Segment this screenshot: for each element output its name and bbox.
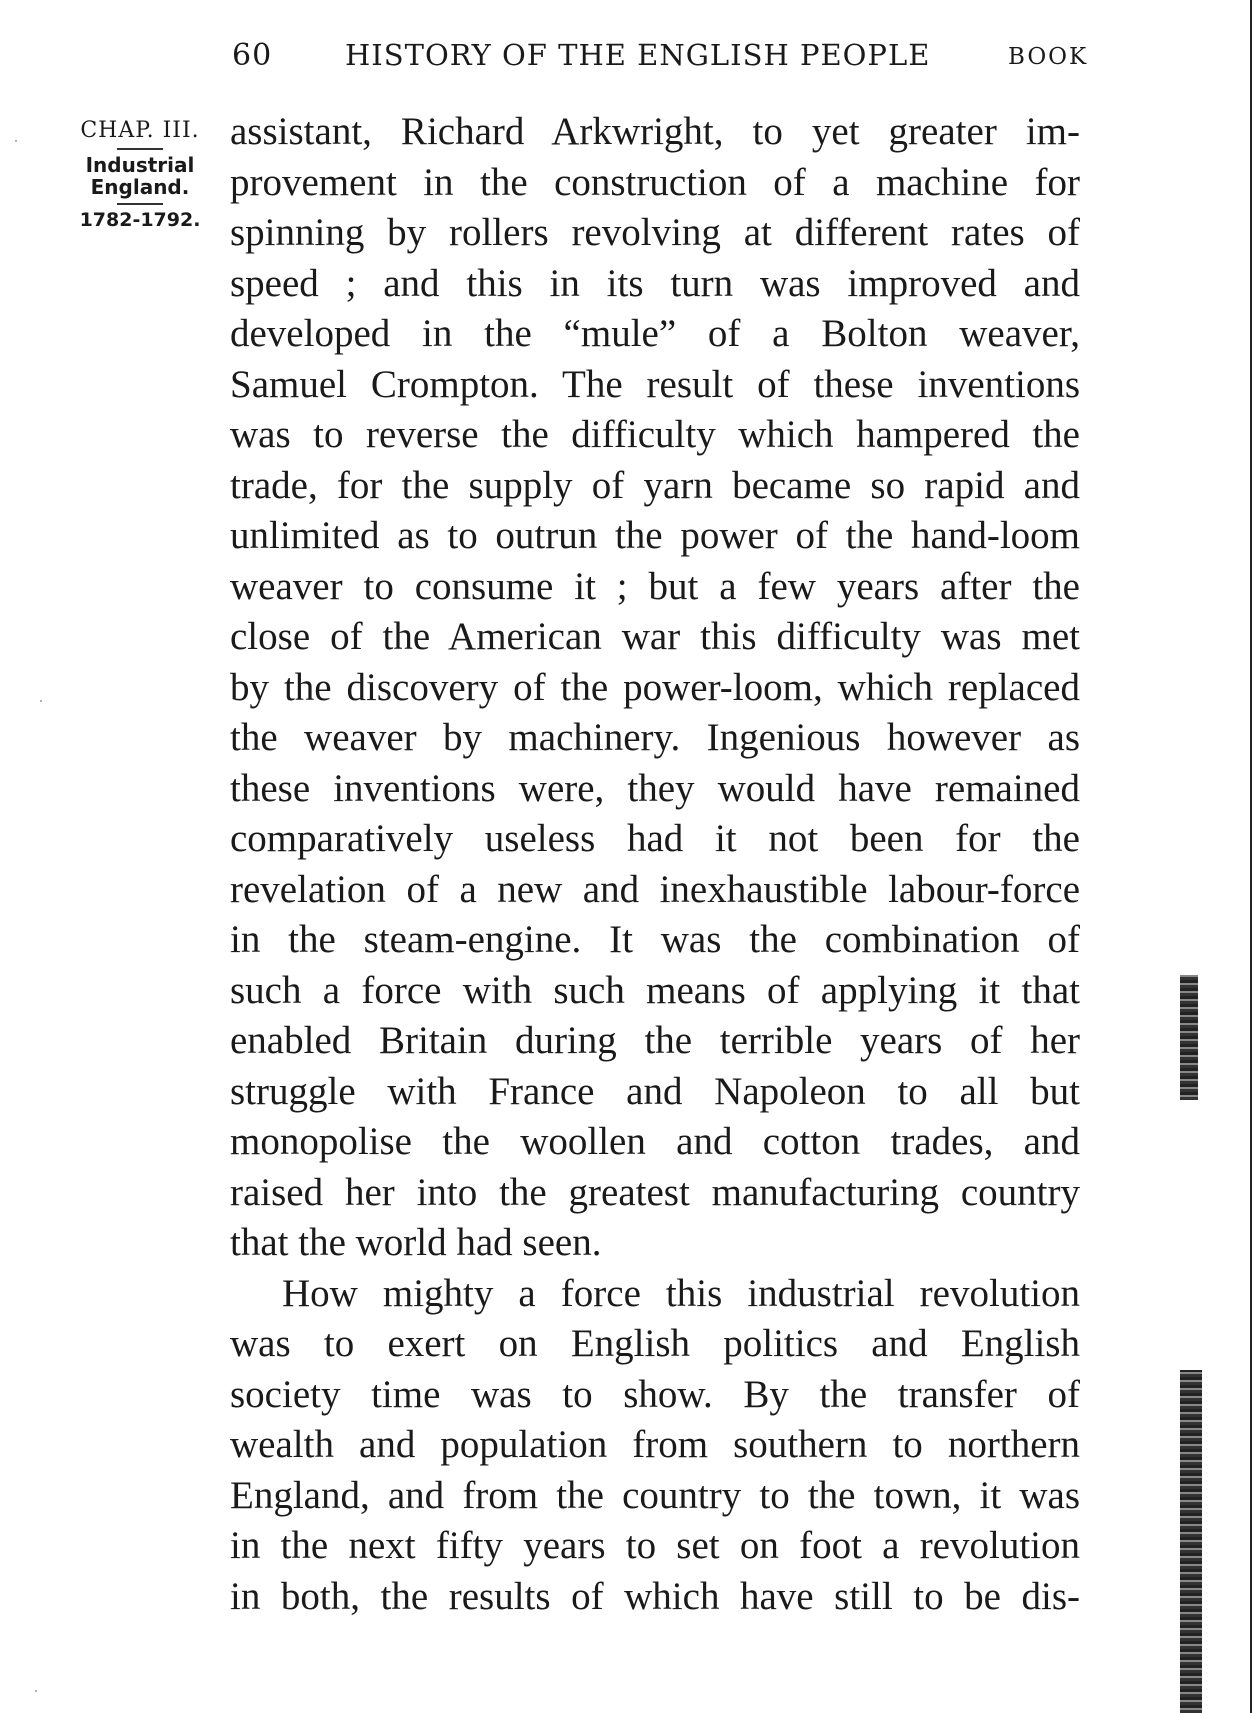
- text-line: Samuel Crompton. The result of these inventions: [230, 362, 1080, 406]
- page-number: 60: [232, 38, 273, 73]
- margin-rule: [117, 148, 163, 150]
- running-header: [0, 30, 1260, 80]
- margin-note: [70, 118, 210, 231]
- margin-topic-line2: England.: [90, 175, 190, 199]
- text-line: in the next fifty years to set on foot a revolution: [230, 1524, 1080, 1567]
- page-edge-line: [1250, 0, 1252, 1713]
- margin-rule: [117, 203, 163, 205]
- margin-speck: [15, 140, 17, 142]
- body-text: [230, 107, 1080, 1622]
- binding-mark-upper: [1180, 975, 1198, 1100]
- margin-chapter: CHAP. III.: [80, 118, 200, 143]
- margin-dates: 1782-1792.: [79, 209, 201, 231]
- book-label: BOOK: [1008, 44, 1089, 70]
- text-line: provement in the construction of a machine for: [230, 160, 1080, 204]
- text-line: struggle with France and Napoleon to all but: [230, 1069, 1080, 1113]
- text-line: assistant, Richard Arkwright, to yet greater im-: [230, 110, 1080, 153]
- text-line: England, and from the country to the town, it was: [230, 1473, 1080, 1517]
- margin-speck: [40, 700, 42, 702]
- text-line: wealth and population from southern to northern: [230, 1423, 1080, 1466]
- text-line: in the steam-engine. It was the combination of: [230, 918, 1080, 961]
- margin-speck: [35, 1690, 37, 1692]
- text-line: enabled Britain during the terrible years of her: [230, 1019, 1080, 1062]
- text-line: How mighty a force this industrial revolution: [282, 1271, 1080, 1315]
- text-line: close of the American war this difficulty was met: [230, 615, 1080, 658]
- text-line: that the world had seen.: [230, 1221, 602, 1264]
- text-line: by the discovery of the power-loom, which replaced: [230, 665, 1080, 709]
- running-title: HISTORY OF THE ENGLISH PEOPLE: [345, 38, 931, 72]
- text-line: raised her into the greatest manufacturing country: [230, 1170, 1080, 1214]
- margin-topic-line1: Industrial: [85, 153, 195, 177]
- text-line: developed in the “mule” of a Bolton weaver,: [230, 312, 1080, 355]
- text-line: comparatively useless had it not been for the: [230, 817, 1080, 860]
- text-line: society time was to show. By the transfer of: [230, 1372, 1080, 1416]
- text-line: in both, the results of which have still to be dis-: [230, 1574, 1080, 1618]
- text-line: the weaver by machinery. Ingenious however as: [230, 716, 1080, 759]
- text-line: spinning by rollers revolving at different rates of: [230, 211, 1080, 254]
- text-line: trade, for the supply of yarn became so rapid and: [230, 463, 1080, 507]
- text-line: weaver to consume it ; but a few years after the: [230, 564, 1080, 608]
- text-line: was to reverse the difficulty which hampered the: [230, 413, 1080, 456]
- text-line: such a force with such means of applying it that: [230, 968, 1080, 1012]
- text-line: was to exert on English politics and English: [230, 1322, 1080, 1365]
- text-line: unlimited as to outrun the power of the hand-loom: [230, 514, 1080, 557]
- text-line: monopolise the woollen and cotton trades, and: [230, 1120, 1080, 1163]
- text-line: revelation of a new and inexhaustible labour-force: [230, 867, 1080, 911]
- text-line: speed ; and this in its turn was improved and: [230, 261, 1080, 305]
- binding-mark-lower: [1180, 1370, 1202, 1713]
- text-line: these inventions were, they would have remained: [230, 766, 1080, 810]
